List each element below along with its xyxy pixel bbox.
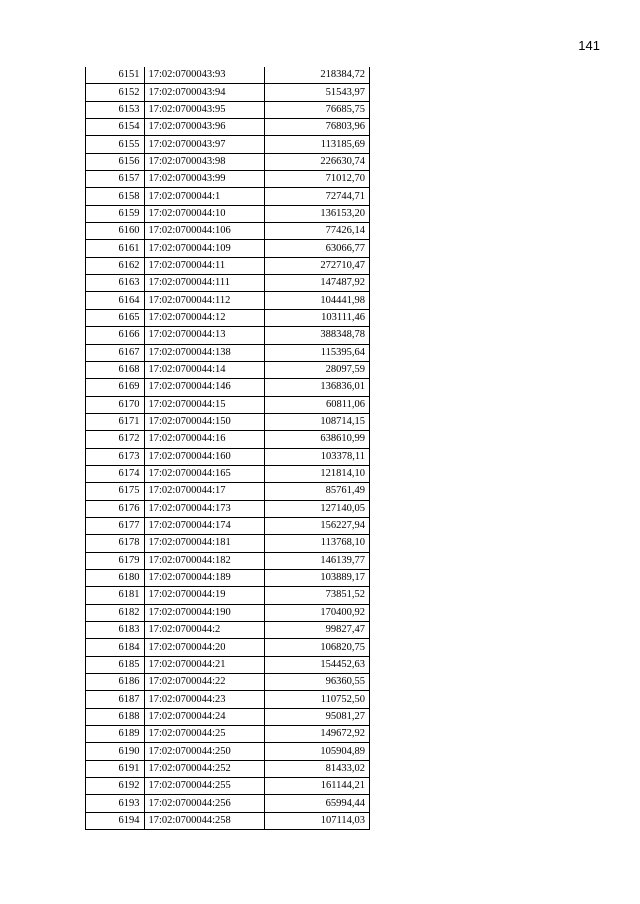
row-number-cell: 6185 [86,656,145,673]
table-row [86,517,370,534]
table-row [86,223,370,240]
cadastral-value-cell: 76803,96 [264,119,369,136]
row-number-cell: 6193 [86,795,145,812]
cadastral-value-cell: 85761,49 [264,483,369,500]
cadastral-number-cell: 17:02:0700044:2 [144,622,264,639]
cadastral-number-cell: 17:02:0700044:138 [144,344,264,361]
cadastral-value-cell: 226630,74 [264,153,369,170]
cadastral-value-cell: 81433,02 [264,760,369,777]
row-number-cell: 6179 [86,552,145,569]
table-row [86,327,370,344]
cadastral-number-cell: 17:02:0700044:24 [144,708,264,725]
row-number-cell: 6192 [86,778,145,795]
cadastral-number-cell: 17:02:0700043:96 [144,119,264,136]
row-number-cell: 6163 [86,275,145,292]
cadastral-number-cell: 17:02:0700043:93 [144,67,264,84]
table-row [86,691,370,708]
table-row [86,483,370,500]
row-number-cell: 6186 [86,674,145,691]
cadastral-value-cell: 71012,70 [264,171,369,188]
row-number-cell: 6164 [86,292,145,309]
cadastral-number-cell: 17:02:0700044:17 [144,483,264,500]
cadastral-value-cell: 28097,59 [264,361,369,378]
cadastral-value-cell: 104441,98 [264,292,369,309]
cadastral-number-cell: 17:02:0700043:98 [144,153,264,170]
cadastral-value-cell: 115395,64 [264,344,369,361]
table-row [86,396,370,413]
table-row [86,760,370,777]
cadastral-number-cell: 17:02:0700044:1 [144,188,264,205]
cadastral-number-cell: 17:02:0700044:25 [144,726,264,743]
cadastral-value-cell: 136153,20 [264,205,369,222]
cadastral-number-cell: 17:02:0700044:15 [144,396,264,413]
row-number-cell: 6181 [86,587,145,604]
cadastral-number-cell: 17:02:0700044:160 [144,448,264,465]
row-number-cell: 6188 [86,708,145,725]
cadastral-value-cell: 110752,50 [264,691,369,708]
table-row [86,743,370,760]
cadastral-number-cell: 17:02:0700043:97 [144,136,264,153]
row-number-cell: 6170 [86,396,145,413]
cadastral-value-cell: 154452,63 [264,656,369,673]
row-number-cell: 6167 [86,344,145,361]
cadastral-number-cell: 17:02:0700044:19 [144,587,264,604]
cadastral-number-cell: 17:02:0700044:21 [144,656,264,673]
row-number-cell: 6157 [86,171,145,188]
table-row [86,535,370,552]
row-number-cell: 6161 [86,240,145,257]
table-row [86,448,370,465]
row-number-cell: 6165 [86,309,145,326]
cadastral-value-cell: 76685,75 [264,101,369,118]
table-row [86,240,370,257]
row-number-cell: 6174 [86,465,145,482]
row-number-cell: 6194 [86,812,145,829]
cadastral-number-cell: 17:02:0700044:111 [144,275,264,292]
cadastral-number-cell: 17:02:0700043:94 [144,84,264,101]
table-row [86,604,370,621]
row-number-cell: 6189 [86,726,145,743]
cadastral-number-cell: 17:02:0700044:258 [144,812,264,829]
cadastral-value-cell: 99827,47 [264,622,369,639]
cadastre-value-table [85,67,370,830]
cadastral-value-cell: 218384,72 [264,67,369,84]
row-number-cell: 6169 [86,379,145,396]
table-row [86,136,370,153]
cadastral-number-cell: 17:02:0700044:146 [144,379,264,396]
cadastral-value-cell: 272710,47 [264,257,369,274]
row-number-cell: 6166 [86,327,145,344]
cadastral-value-cell: 149672,92 [264,726,369,743]
cadastral-value-cell: 108714,15 [264,413,369,430]
cadastral-value-cell: 113185,69 [264,136,369,153]
cadastral-value-cell: 113768,10 [264,535,369,552]
table-row [86,84,370,101]
cadastral-number-cell: 17:02:0700044:165 [144,465,264,482]
cadastral-value-cell: 156227,94 [264,517,369,534]
cadastral-value-cell: 103111,46 [264,309,369,326]
row-number-cell: 6176 [86,500,145,517]
cadastral-value-cell: 147487,92 [264,275,369,292]
table-row [86,552,370,569]
row-number-cell: 6156 [86,153,145,170]
row-number-cell: 6168 [86,361,145,378]
table-row [86,67,370,84]
row-number-cell: 6160 [86,223,145,240]
cadastral-number-cell: 17:02:0700044:12 [144,309,264,326]
table-row [86,309,370,326]
cadastral-number-cell: 17:02:0700044:13 [144,327,264,344]
cadastral-number-cell: 17:02:0700044:22 [144,674,264,691]
cadastral-value-cell: 106820,75 [264,639,369,656]
table-row [86,188,370,205]
row-number-cell: 6159 [86,205,145,222]
cadastral-number-cell: 17:02:0700044:11 [144,257,264,274]
cadastral-number-cell: 17:02:0700044:109 [144,240,264,257]
cadastral-number-cell: 17:02:0700044:150 [144,413,264,430]
cadastral-value-cell: 51543,97 [264,84,369,101]
cadastral-number-cell: 17:02:0700044:10 [144,205,264,222]
cadastral-value-cell: 107114,03 [264,812,369,829]
cadastral-number-cell: 17:02:0700044:20 [144,639,264,656]
row-number-cell: 6158 [86,188,145,205]
table-row [86,431,370,448]
cadastral-value-cell: 103378,11 [264,448,369,465]
table-row [86,205,370,222]
cadastral-number-cell: 17:02:0700043:95 [144,101,264,118]
row-number-cell: 6182 [86,604,145,621]
table-row [86,708,370,725]
cadastral-number-cell: 17:02:0700044:189 [144,569,264,586]
table-row [86,639,370,656]
table-row [86,101,370,118]
row-number-cell: 6151 [86,67,145,84]
cadastral-number-cell: 17:02:0700043:99 [144,171,264,188]
cadastral-number-cell: 17:02:0700044:182 [144,552,264,569]
cadastral-value-cell: 77426,14 [264,223,369,240]
cadastral-value-cell: 136836,01 [264,379,369,396]
row-number-cell: 6190 [86,743,145,760]
cadastral-value-cell: 170400,92 [264,604,369,621]
row-number-cell: 6171 [86,413,145,430]
cadastral-value-cell: 105904,89 [264,743,369,760]
cadastral-number-cell: 17:02:0700044:190 [144,604,264,621]
cadastral-number-cell: 17:02:0700044:181 [144,535,264,552]
cadastral-value-cell: 60811,06 [264,396,369,413]
row-number-cell: 6173 [86,448,145,465]
table-row [86,656,370,673]
table-row [86,361,370,378]
cadastral-number-cell: 17:02:0700044:250 [144,743,264,760]
table-row [86,795,370,812]
table-row [86,292,370,309]
cadastral-number-cell: 17:02:0700044:112 [144,292,264,309]
row-number-cell: 6162 [86,257,145,274]
cadastral-number-cell: 17:02:0700044:106 [144,223,264,240]
cadastral-number-cell: 17:02:0700044:255 [144,778,264,795]
cadastral-number-cell: 17:02:0700044:252 [144,760,264,777]
table-row [86,413,370,430]
table-row [86,257,370,274]
row-number-cell: 6177 [86,517,145,534]
table-row [86,275,370,292]
cadastral-number-cell: 17:02:0700044:256 [144,795,264,812]
table-row [86,726,370,743]
row-number-cell: 6187 [86,691,145,708]
table-row [86,344,370,361]
table-row [86,500,370,517]
cadastral-value-cell: 146139,77 [264,552,369,569]
row-number-cell: 6155 [86,136,145,153]
cadastral-number-cell: 17:02:0700044:173 [144,500,264,517]
row-number-cell: 6178 [86,535,145,552]
cadastral-number-cell: 17:02:0700044:16 [144,431,264,448]
cadastral-value-cell: 121814,10 [264,465,369,482]
cadastral-number-cell: 17:02:0700044:174 [144,517,264,534]
row-number-cell: 6172 [86,431,145,448]
cadastral-value-cell: 638610,99 [264,431,369,448]
table-row [86,379,370,396]
cadastral-value-cell: 96360,55 [264,674,369,691]
cadastral-value-cell: 65994,44 [264,795,369,812]
table-row [86,119,370,136]
page-number: 141 [578,38,600,53]
row-number-cell: 6183 [86,622,145,639]
cadastral-number-cell: 17:02:0700044:23 [144,691,264,708]
cadastral-value-cell: 388348,78 [264,327,369,344]
table-row [86,153,370,170]
row-number-cell: 6184 [86,639,145,656]
table-row [86,569,370,586]
table-row [86,812,370,829]
row-number-cell: 6153 [86,101,145,118]
cadastral-value-cell: 63066,77 [264,240,369,257]
table-row [86,171,370,188]
table-body [86,67,370,830]
row-number-cell: 6180 [86,569,145,586]
cadastral-value-cell: 73851,52 [264,587,369,604]
table-row [86,587,370,604]
row-number-cell: 6152 [86,84,145,101]
table-row [86,674,370,691]
cadastral-number-cell: 17:02:0700044:14 [144,361,264,378]
cadastral-value-cell: 103889,17 [264,569,369,586]
cadastral-value-cell: 127140,05 [264,500,369,517]
row-number-cell: 6191 [86,760,145,777]
row-number-cell: 6175 [86,483,145,500]
row-number-cell: 6154 [86,119,145,136]
table-row [86,622,370,639]
table-row [86,465,370,482]
cadastral-value-cell: 95081,27 [264,708,369,725]
cadastral-value-cell: 72744,71 [264,188,369,205]
table-row [86,778,370,795]
cadastral-value-cell: 161144,21 [264,778,369,795]
